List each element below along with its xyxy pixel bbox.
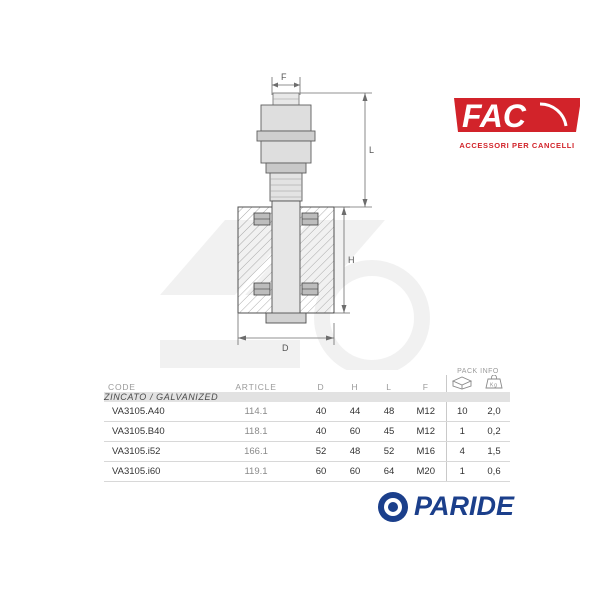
- svg-text:D: D: [282, 343, 289, 353]
- weight-kg-icon: [478, 375, 510, 392]
- technical-drawing: [200, 55, 430, 365]
- cell-qty: 1: [446, 422, 478, 442]
- cell-d: 40: [304, 422, 338, 442]
- paride-logo-text: PARIDE: [414, 491, 515, 521]
- svg-text:L: L: [369, 145, 375, 155]
- cell-l: 64: [372, 462, 406, 482]
- header-h: H: [351, 382, 359, 392]
- cell-f: M20: [406, 462, 446, 482]
- cell-d: 52: [304, 442, 338, 462]
- cell-l: 48: [372, 402, 406, 422]
- table-row: [104, 462, 510, 482]
- table-row: [104, 402, 510, 422]
- table-row: [104, 442, 510, 462]
- section-header-galvanized: [104, 392, 510, 402]
- cell-article: 119.1: [208, 462, 304, 482]
- header-d: D: [317, 382, 325, 392]
- cell-article: 118.1: [208, 422, 304, 442]
- cell-h: 60: [338, 422, 372, 442]
- cell-article: 114.1: [208, 402, 304, 422]
- fac-logo-tagline: ACCESSORI PER CANCELLI: [459, 141, 575, 150]
- cell-qty: 1: [446, 462, 478, 482]
- fac-logo: [452, 92, 582, 150]
- table-header-row: [104, 375, 510, 392]
- specification-table: [104, 368, 510, 482]
- cell-l: 45: [372, 422, 406, 442]
- fac-logo-mark: [452, 92, 582, 138]
- cell-f: M16: [406, 442, 446, 462]
- cell-weight: 0,2: [478, 422, 510, 442]
- cell-f: M12: [406, 422, 446, 442]
- cell-code: VA3105.i60: [104, 462, 208, 482]
- cell-article: 166.1: [208, 442, 304, 462]
- svg-text:Kg: Kg: [490, 382, 498, 389]
- cell-code: VA3105.i52: [104, 442, 208, 462]
- cell-weight: 1,5: [478, 442, 510, 462]
- cell-d: 40: [304, 402, 338, 422]
- cell-h: 44: [338, 402, 372, 422]
- paride-logo: [376, 490, 586, 524]
- svg-text:H: H: [348, 255, 355, 265]
- cell-h: 48: [338, 442, 372, 462]
- header-l: L: [386, 382, 392, 392]
- cell-qty: 10: [446, 402, 478, 422]
- cell-h: 60: [338, 462, 372, 482]
- cell-code: VA3105.B40: [104, 422, 208, 442]
- svg-text:F: F: [281, 72, 287, 82]
- pack-info-title: PACK INFO: [457, 368, 499, 375]
- pack-info-header-row: [104, 368, 510, 375]
- section-title: ZINCATO / GALVANIZED: [104, 392, 510, 402]
- cell-weight: 0,6: [478, 462, 510, 482]
- box-icon: [446, 375, 478, 392]
- cell-weight: 2,0: [478, 402, 510, 422]
- cell-l: 52: [372, 442, 406, 462]
- cell-d: 60: [304, 462, 338, 482]
- svg-text:FAC: FAC: [462, 98, 526, 134]
- header-code: CODE: [108, 382, 136, 392]
- cell-code: VA3105.A40: [104, 402, 208, 422]
- cell-qty: 4: [446, 442, 478, 462]
- header-f: F: [422, 382, 429, 392]
- header-article: ARTICLE: [235, 382, 277, 392]
- cell-f: M12: [406, 402, 446, 422]
- table-row: [104, 422, 510, 442]
